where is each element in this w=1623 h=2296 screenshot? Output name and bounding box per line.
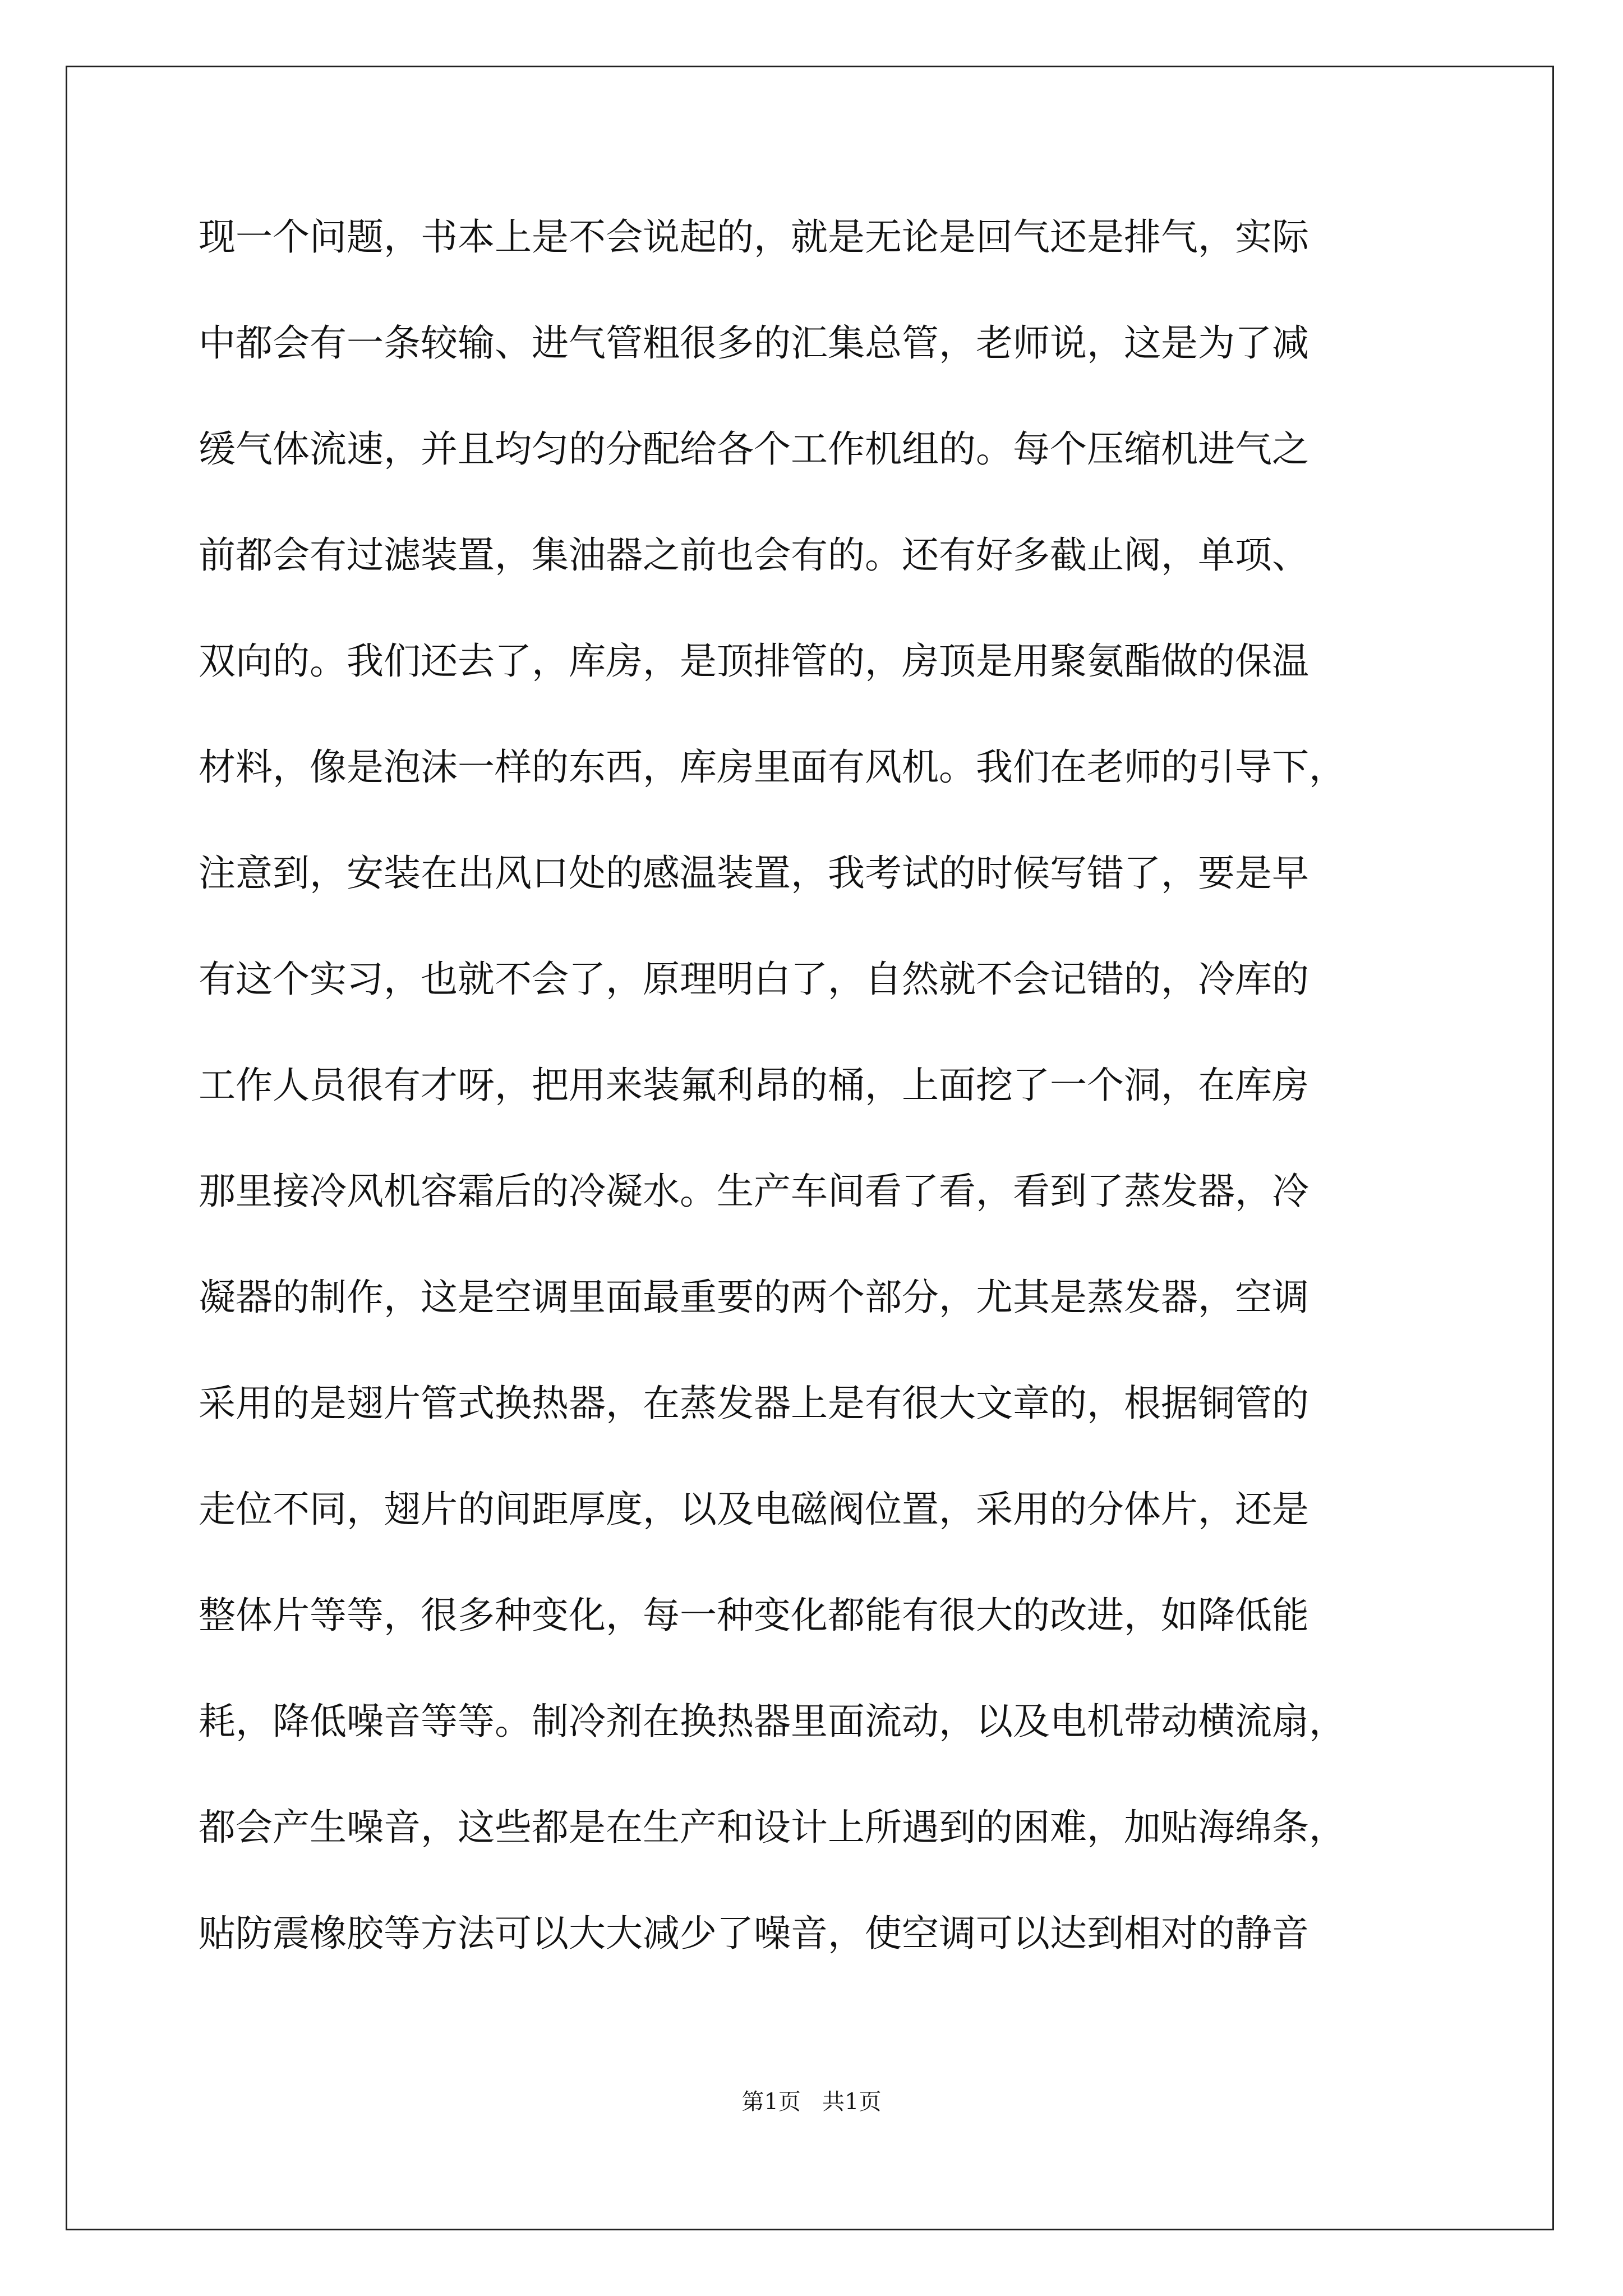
text-line-4: 前都会有过滤装置，集油器之前也会有的。还有好多截止阀，单项、 — [199, 533, 1309, 577]
text-line-3: 缓气体流速，并且均匀的分配给各个工作机组的。每个压缩机进气之 — [199, 427, 1309, 471]
text-line-5: 双向的。我们还去了，库房，是顶排管的，房顶是用聚氨酯做的保温 — [199, 639, 1309, 683]
text-line-7: 注意到，安装在出风口处的感温装置，我考试的时候写错了，要是早 — [199, 852, 1309, 895]
text-line-13: 走位不同，翅片的间距厚度，以及电磁阀位置，采用的分体片，还是 — [199, 1488, 1309, 1531]
page-footer: 第1页 共1页 — [741, 2089, 882, 2115]
text-line-15: 耗，降低噪音等等。制冷剂在换热器里面流动，以及电机带动横流扇， — [199, 1700, 1346, 1743]
text-line-11: 凝器的制作，这是空调里面最重要的两个部分，尤其是蒸发器，空调 — [199, 1276, 1309, 1319]
text-line-12: 采用的是翅片管式换热器，在蒸发器上是有很大文章的，根据铜管的 — [199, 1382, 1309, 1425]
text-line-16: 都会产生噪音，这些都是在生产和设计上所遇到的困难，加贴海绵条， — [199, 1806, 1346, 1849]
text-line-14: 整体片等等，很多种变化，每一种变化都能有很大的改进，如降低能 — [199, 1594, 1309, 1637]
text-line-9: 工作人员很有才呀，把用来装氟利昂的桶，上面挖了一个洞，在库房 — [199, 1064, 1309, 1107]
text-line-1: 现一个问题，书本上是不会说起的，就是无论是回气还是排气，实际 — [199, 215, 1309, 259]
text-line-8: 有这个实习，也就不会了，原理明白了，自然就不会记错的，冷库的 — [199, 958, 1309, 1001]
text-line-2: 中都会有一条较输、进气管粗很多的汇集总管，老师说，这是为了减 — [199, 321, 1309, 365]
document-body — [199, 215, 1432, 2020]
text-line-17: 贴防震橡胶等方法可以大大减少了噪音，使空调可以达到相对的静音 — [199, 1912, 1309, 1955]
text-line-10: 那里接冷风机容霜后的冷凝水。生产车间看了看，看到了蒸发器，冷 — [199, 1170, 1309, 1213]
text-line-6: 材料，像是泡沫一样的东西，库房里面有风机。我们在老师的引导下， — [199, 746, 1346, 789]
